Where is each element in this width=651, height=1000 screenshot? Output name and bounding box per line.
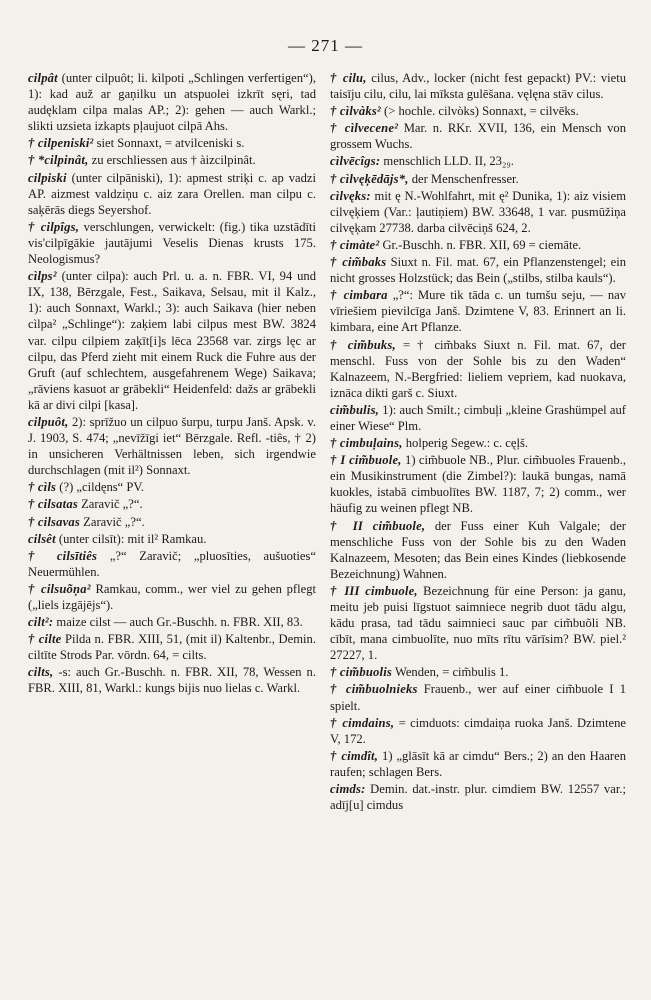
- entry-headword: † *cilpinât,: [28, 153, 89, 168]
- entry-text: 2): sprīžuo un cilpuo šurpu, turpu Janš. Apsk. v. J. 1903, S. 474; „nevīžīgi iet“ Bērzgale. Refl. -tiês, † 2) in unsicheren Verhältnissen leben, sich irgendwie durchschlagen (mit il²) Sonnaxt.: [28, 414, 316, 478]
- entry-text: = † cim̃baks Siuxt n. Fil. mat. 67, der menschl. Fuss von der Sohle bis zu den Waden“ Kalnazeem, N.-Bergfried: lieliem vepriem, kad nuokava, iznāca dikti garš c. Siuxt.: [330, 337, 626, 400]
- dictionary-entry: [28, 170, 316, 218]
- dictionary-entry: [330, 715, 626, 747]
- entry-text: (> hochle. cilvòks) Sonnaxt, = cilvēks.: [380, 104, 579, 119]
- entry-text: Pilda n. FBR. XIII, 51, (mit il) Kaltenbr., Demin. ciltīte Strods Par. vōrdn. 64, = cilts.: [28, 632, 316, 663]
- entry-text: Bezeichnung für eine Person: ja ganu, meitu jeb puisi līgstuot saimniece negrib duot tādu algu, kādu prasa, tad tādu saimnieci sauc par cim̃buõli NB. cībīt, mana cimbuolīte, nuo mīts rītu vārīsim? BW. piel.² 27227, 1.: [330, 583, 626, 663]
- entry-text: (unter cilsīt): mit il² Ramkau.: [55, 531, 207, 546]
- dictionary-entry: [330, 153, 626, 169]
- dictionary-entry: [28, 614, 316, 630]
- entry-text: 1) „glāsīt kā ar cimdu“ Bers.; 2) an den Haaren raufen; schlagen Bers.: [330, 748, 626, 779]
- entry-headword: † cìlvęķēdājs*,: [330, 171, 409, 186]
- entry-headword: † cim̃buolis: [330, 665, 393, 680]
- entry-text: (unter cilpuôt; li. kìlpoti „Schlingen verfertigen“), 1): kad auž ar gaņilku un atspuolei izkrīt sęri, tad audęklam cilpa malas AP.; 2): gehen — auch Warkl.; slikti uzsieta izkapts pļaujuot cilpā Ahs.: [28, 71, 316, 134]
- dictionary-entry: [28, 531, 316, 547]
- dictionary-entry: [330, 237, 626, 253]
- entry-headword: cilpât: [28, 71, 58, 85]
- entry-headword: † cim̃buks,: [330, 337, 396, 352]
- entry-text: der Fuss einer Kuh Valgale; der menschliche Fuss von der Sohle bis zu den Waden Kalnazeem, Mesoten; das Bein eines Kindes (liebkosende Bezeichnung) Wahnen.: [330, 518, 626, 581]
- dictionary-entry: [28, 219, 316, 267]
- dictionary-entry: [330, 435, 626, 451]
- entry-text: Siuxt n. Fil. mat. 67, ein Pflanzenstengel; ein nicht grosses Holzstück; das Bein („stilbs, stilba kauls“).: [330, 255, 626, 286]
- entry-text: -s: auch Gr.-Buschh. n. FBR. XII, 78, Wessen n. FBR. XIII, 81, Warkl.: kungs bijis nuo lielas c. Warkl.: [28, 665, 316, 696]
- entry-headword: cimds:: [330, 782, 366, 797]
- dictionary-entry: [28, 479, 316, 495]
- entry-headword: † cim̃buolnieks: [330, 682, 418, 697]
- entry-headword: cilt²:: [28, 615, 54, 630]
- entry-headword: cilpuôt,: [28, 414, 69, 429]
- entry-headword: † cilu,: [330, 71, 367, 85]
- dictionary-entry: [330, 254, 626, 286]
- entry-headword: cim̃bulis,: [330, 402, 380, 417]
- dictionary-entry: [330, 120, 626, 152]
- dictionary-entry: [330, 402, 626, 434]
- entry-text: mit ę N.-Wohlfahrt, mit ę² Dunika, 1): aiz visiem cilvęķiem (Var.: ļautiņiem) BW. 33648, 1 var. pusmūžiņa cilvęķam 27738. darba cilvēciņš 624, 2.: [330, 188, 626, 235]
- entry-headword: † cimdains,: [330, 715, 395, 730]
- entry-headword: cilts,: [28, 665, 54, 680]
- entry-headword: † cilsītiês: [28, 548, 98, 563]
- entry-headword: † II cim̃buole,: [330, 518, 426, 533]
- entry-text: menschlich LLD. II, 23₂₉.: [380, 154, 514, 169]
- dictionary-entry: [330, 171, 626, 187]
- dictionary-entry: [330, 518, 626, 582]
- entry-text: Gr.-Buschh. n. FBR. XII, 69 = ciemāte.: [379, 237, 582, 252]
- entry-headword: † cilte: [28, 632, 62, 647]
- entry-text: verschlungen, verwickelt: (fig.) tika uzstādīti vis'cilpīgākie jautājumi Veselis Dienas krusts 175. Neologismus?: [28, 219, 316, 267]
- dictionary-entry: [330, 748, 626, 780]
- dictionary-entry: [28, 631, 316, 663]
- dictionary-entry: [330, 583, 626, 663]
- dictionary-entry: [330, 681, 626, 713]
- dictionary-entry: [330, 664, 626, 680]
- dictionary-entry: [28, 496, 316, 512]
- dictionary-entry: [330, 781, 626, 813]
- entry-text: „?“: Mure tik tāda c. un tumšu seju, — nav vīriešiem pievilcīga Janš. Dzimtene V, 83. Erinnert an li. kimbara, eine Art Pflanze.: [330, 288, 626, 335]
- dictionary-entry: [330, 337, 626, 401]
- entry-text: cilus, Adv., locker (nicht fest gepackt) PV.: vietu taisīju cilu, cilu, lai mīksta gulēšana. vęlęna stāv cilus.: [330, 71, 626, 102]
- entry-headword: † cimdît,: [330, 748, 379, 763]
- entry-text: „?“ Zaravič; „pluosīties, aušuoties“ Neuermühlen.: [28, 548, 316, 579]
- entry-text: (unter cilpa): auch Prl. u. a. n. FBR. VI, 94 und IX, 138, Bērzgale, Fest., Saikava, Selsau, mit il Kalz., 1): auch Sonnaxt, Warkl.; 3): auch Saikava (hier neben cìlpa² „Schlinge“): zaķiem labi cilpus mest BW. 3824 var. cilpu cilpiem zaķīt[i]s lēca 23568 var. zirgs lęc ar cilpu, das Pferd zieht mit einem Ruck die Fuhre aus der Gruft (auf schlechtem, ausgefahrenem Wege) Saikava; „rāviens kasuot ar grābekli“ Heidenfeld: dažs ar grābekli kā ar divi cilpi [kasa].: [28, 269, 316, 412]
- entry-text: 1) cim̃buole NB., Plur. cim̃buoles Frauenb., ein Musikinstrument (die Zimbel?): laukā bungas, namā kuokles, istabā cimbuolītes BW. 1187, 7; 2) comm., wer häufig zu weinen pflegt NB.: [330, 453, 626, 516]
- entry-text: Frauenb., wer auf einer cim̃buole I 1 spielt.: [330, 682, 626, 713]
- entry-text: = cimduots: cimdaiņa ruoka Janš. Dzimtene V, 172.: [330, 715, 626, 746]
- right-column: [330, 70, 626, 984]
- entry-headword: † cilsatas: [28, 497, 78, 512]
- dictionary-entry: [330, 70, 626, 102]
- entry-headword: † cilpîgs,: [28, 219, 80, 234]
- entry-headword: † cilpeniski²: [28, 136, 94, 151]
- dictionary-entry: [28, 268, 316, 413]
- left-column: [28, 70, 316, 984]
- entry-headword: † cilsavas: [28, 514, 81, 529]
- entry-headword: † III cimbuole,: [330, 583, 418, 598]
- dictionary-entry: [28, 70, 316, 134]
- entry-headword: † cilsuõņa²: [28, 581, 91, 596]
- entry-text: Wenden, = cim̃bulis 1.: [392, 665, 509, 680]
- dictionary-entry: [28, 514, 316, 530]
- entry-headword: † cim̃baks: [330, 255, 387, 270]
- entry-text: der Menschenfresser.: [408, 171, 519, 186]
- entry-headword: † cimàte²: [330, 237, 380, 252]
- dictionary-entry: [28, 152, 316, 168]
- dictionary-entry: [330, 188, 626, 236]
- entry-text: holperig Segew.: c. cęļš.: [402, 436, 529, 451]
- entry-text: (unter cilpāniski), 1): apmest striķi c. ap vadzi AP. aizmest valdziņu c. aiz zara Orellen. man cilpu c. saķērās diegs Seyershof.: [28, 170, 316, 217]
- entry-headword: † I cim̃buole,: [330, 453, 402, 468]
- entry-headword: cìlps²: [28, 269, 57, 284]
- entry-text: 1): auch Smilt.; cimbuļi „kleine Grashümpel auf einer Wiese“ Plm.: [330, 402, 626, 433]
- entry-headword: † cimbara: [330, 288, 388, 303]
- entry-headword: † cìls: [28, 480, 57, 495]
- entry-text: maize cilst — auch Gr.-Buschh. n. FBR. XII, 83.: [53, 615, 303, 630]
- entry-headword: cìlvēcîgs:: [330, 154, 381, 169]
- entry-text: Zaravič „?“.: [80, 514, 145, 529]
- dictionary-entry: [330, 287, 626, 335]
- entry-text: Demin. dat.-instr. plur. cimdiem BW. 12557 var.; adīj[u] cimdus: [330, 782, 626, 813]
- entry-headword: cìlvęks:: [330, 188, 371, 203]
- dictionary-entry: [28, 581, 316, 613]
- entry-text: (?) „cildęns“ PV.: [56, 480, 145, 495]
- dictionary-entry: [28, 135, 316, 151]
- entry-headword: cilsêt: [28, 531, 56, 546]
- dictionary-entry: [28, 664, 316, 696]
- entry-text: Ramkau, comm., wer viel zu gehen pflegt („liels izgājējs“).: [28, 581, 316, 612]
- entry-text: zu erschliessen aus † àizcilpinât.: [88, 153, 256, 168]
- dictionary-entry: [28, 548, 316, 580]
- page-number: — 271 —: [288, 36, 363, 55]
- entry-text: siet Sonnaxt, = atvilceniski s.: [93, 136, 245, 151]
- entry-text: Zaravič „?“.: [77, 497, 143, 512]
- entry-headword: cilpiski: [28, 170, 67, 185]
- entry-headword: † cìlvecene²: [330, 121, 399, 136]
- dictionary-entry: [28, 414, 316, 478]
- entry-headword: † cìlvàks²: [330, 104, 381, 119]
- dictionary-entry: [330, 452, 626, 516]
- entry-headword: † cimbuļains,: [330, 436, 403, 451]
- dictionary-entry: [330, 103, 626, 119]
- entry-text: Mar. n. RKr. XVII, 136, ein Mensch von grossem Wuchs.: [330, 121, 626, 152]
